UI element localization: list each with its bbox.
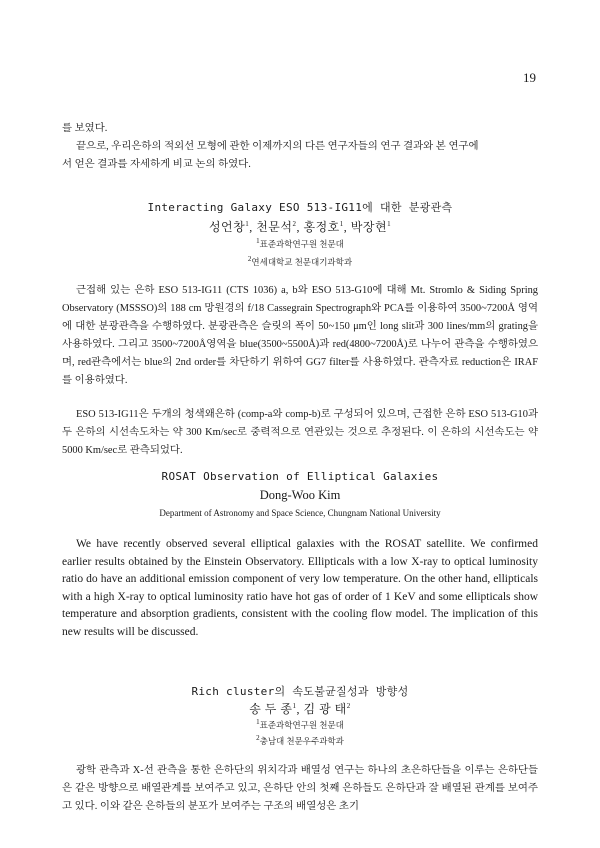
intro-text — [62, 120, 538, 174]
abstract1-paragraph: ESO 513-IG11은 두개의 청색왜은하 (comp-a와 comp-b)로 구성되어 있으며, 근접한 은하 ESO 513-G10과 두 은하의 시선속도차는 약 300 Km/sec로 중력적으로 연관있는 것으로 추정된다. 이 은하의 시선속도는 약 5000 Km/sec로 관측되었다. — [62, 409, 538, 456]
abstract3-authors: 송 두 종$^1$, 김 광 태$^2$ — [249, 702, 351, 716]
affil-sup: 1 — [256, 237, 260, 246]
abstract3-affiliation — [40, 735, 560, 747]
abstract2-affiliation: Department of Astronomy and Space Science, Chungnam National University — [159, 508, 441, 518]
author-sup: 1 — [387, 220, 392, 228]
author-name: 박장현 — [350, 220, 388, 234]
author-name: 천문석 — [256, 220, 293, 234]
abstract1-title: Interacting Galaxy ESO 513-IG11에 대한 분광관측 — [147, 201, 453, 214]
author-name: 김 광 태 — [303, 702, 347, 716]
author-name: 성언창 — [208, 220, 246, 234]
abstract1-authors: 성언창$^1$, 천문석$^2$, 홍정호$^1$, 박장현$^1$ — [208, 220, 392, 234]
abstract3-paragraph: 광학 관측과 X-선 관측을 통한 은하단의 위치각과 배열성 연구는 하나의 초은하단들을 이루는 은하단들은 같은 방향으로 배열관계를 보여주고 있고, 은하단 안의 첫째 은하들도 은하단과 잘 배열된 관계를 보여주고 있다. 이와 같은 은하들의 분포가 보여주는 구조의 배열성은 초기 — [62, 765, 538, 812]
author-sup: 1 — [245, 220, 250, 228]
affil-text: 표준과학연구원 천문대 — [259, 720, 344, 730]
abstract2-author: Dong-Woo Kim — [259, 488, 341, 502]
intro-line: 를 보였다. — [62, 123, 108, 134]
author-name: 홍정호 — [303, 220, 340, 234]
page-number: 19 — [523, 70, 536, 85]
abstract1-paragraph: 근접해 있는 은하 ESO 513-IG11 (CTS 1036) a, b와 ESO 513-G10에 대해 Mt. Stromlo & Siding Spring Observatory (MSSSO)의 188 cm 망원경의 f/18 Cassegrain Spectrograph와 PCA를 이용하여 3500~7200Å 영역에 대한 분광관측을 수행하였다. 분광관측은 슬릿의 폭이 50~150 μm인 long slit과 300 lines/mm의 grating을 사용하였다. 그리고 3500~7200Å영역을 blue(3500~5500Å)과 red(4800~7200Å)로 나누어 관측을 수행하였으며, red관측에서는 blue의 2nd order를 차단하기 위하여 GG7 filter를 사용하였다. 관측자료 reduction은 IRAF를 이용하였다. — [62, 285, 538, 386]
affil-sup: 1 — [256, 718, 260, 727]
affil-text: 충남대 천문우주과학과 — [259, 736, 344, 746]
author-sup: 1 — [339, 220, 344, 228]
abstract3-title: Rich cluster의 속도불균질성과 방향성 — [191, 685, 409, 698]
abstract1-affiliation — [40, 238, 560, 250]
abstract3-affiliation — [40, 719, 560, 731]
author-sup: 2 — [292, 220, 297, 228]
abstract2-paragraph: We have recently observed several elliptical galaxies with the ROSAT satellite. We confirmed earlier results obtained by the Einstein Observatory. Ellipticals with a low X-ray to optical luminosity ratio do have an additional emission component of very low temperature. On the other hand, ellipticals with a high X-ray to optical luminosity ratio have hot gas of order of 1 KeV and some ellipticals show temperature and absorption gradients, consistent with the cooling flow model. The implication of this new results will be discussed. — [62, 538, 538, 638]
intro-line: 끝으로, 우리은하의 적외선 모형에 관한 이제까지의 다른 연구자들의 연구 결과와 본 연구에 — [76, 141, 479, 152]
intro-line: 서 얻은 결과를 자세하게 비교 논의 하였다. — [62, 159, 251, 170]
affil-sup: 2 — [256, 734, 260, 743]
author-name: 송 두 종 — [249, 702, 293, 716]
abstract2-title: ROSAT Observation of Elliptical Galaxies — [161, 470, 439, 483]
abstract1-affiliation — [40, 256, 560, 268]
author-sup: 1 — [292, 702, 297, 710]
affil-text: 연세대학교 천문대기과학과 — [251, 257, 353, 267]
author-sup: 2 — [346, 702, 351, 710]
affil-text: 표준과학연구원 천문대 — [259, 239, 344, 249]
affil-sup: 2 — [247, 255, 252, 264]
